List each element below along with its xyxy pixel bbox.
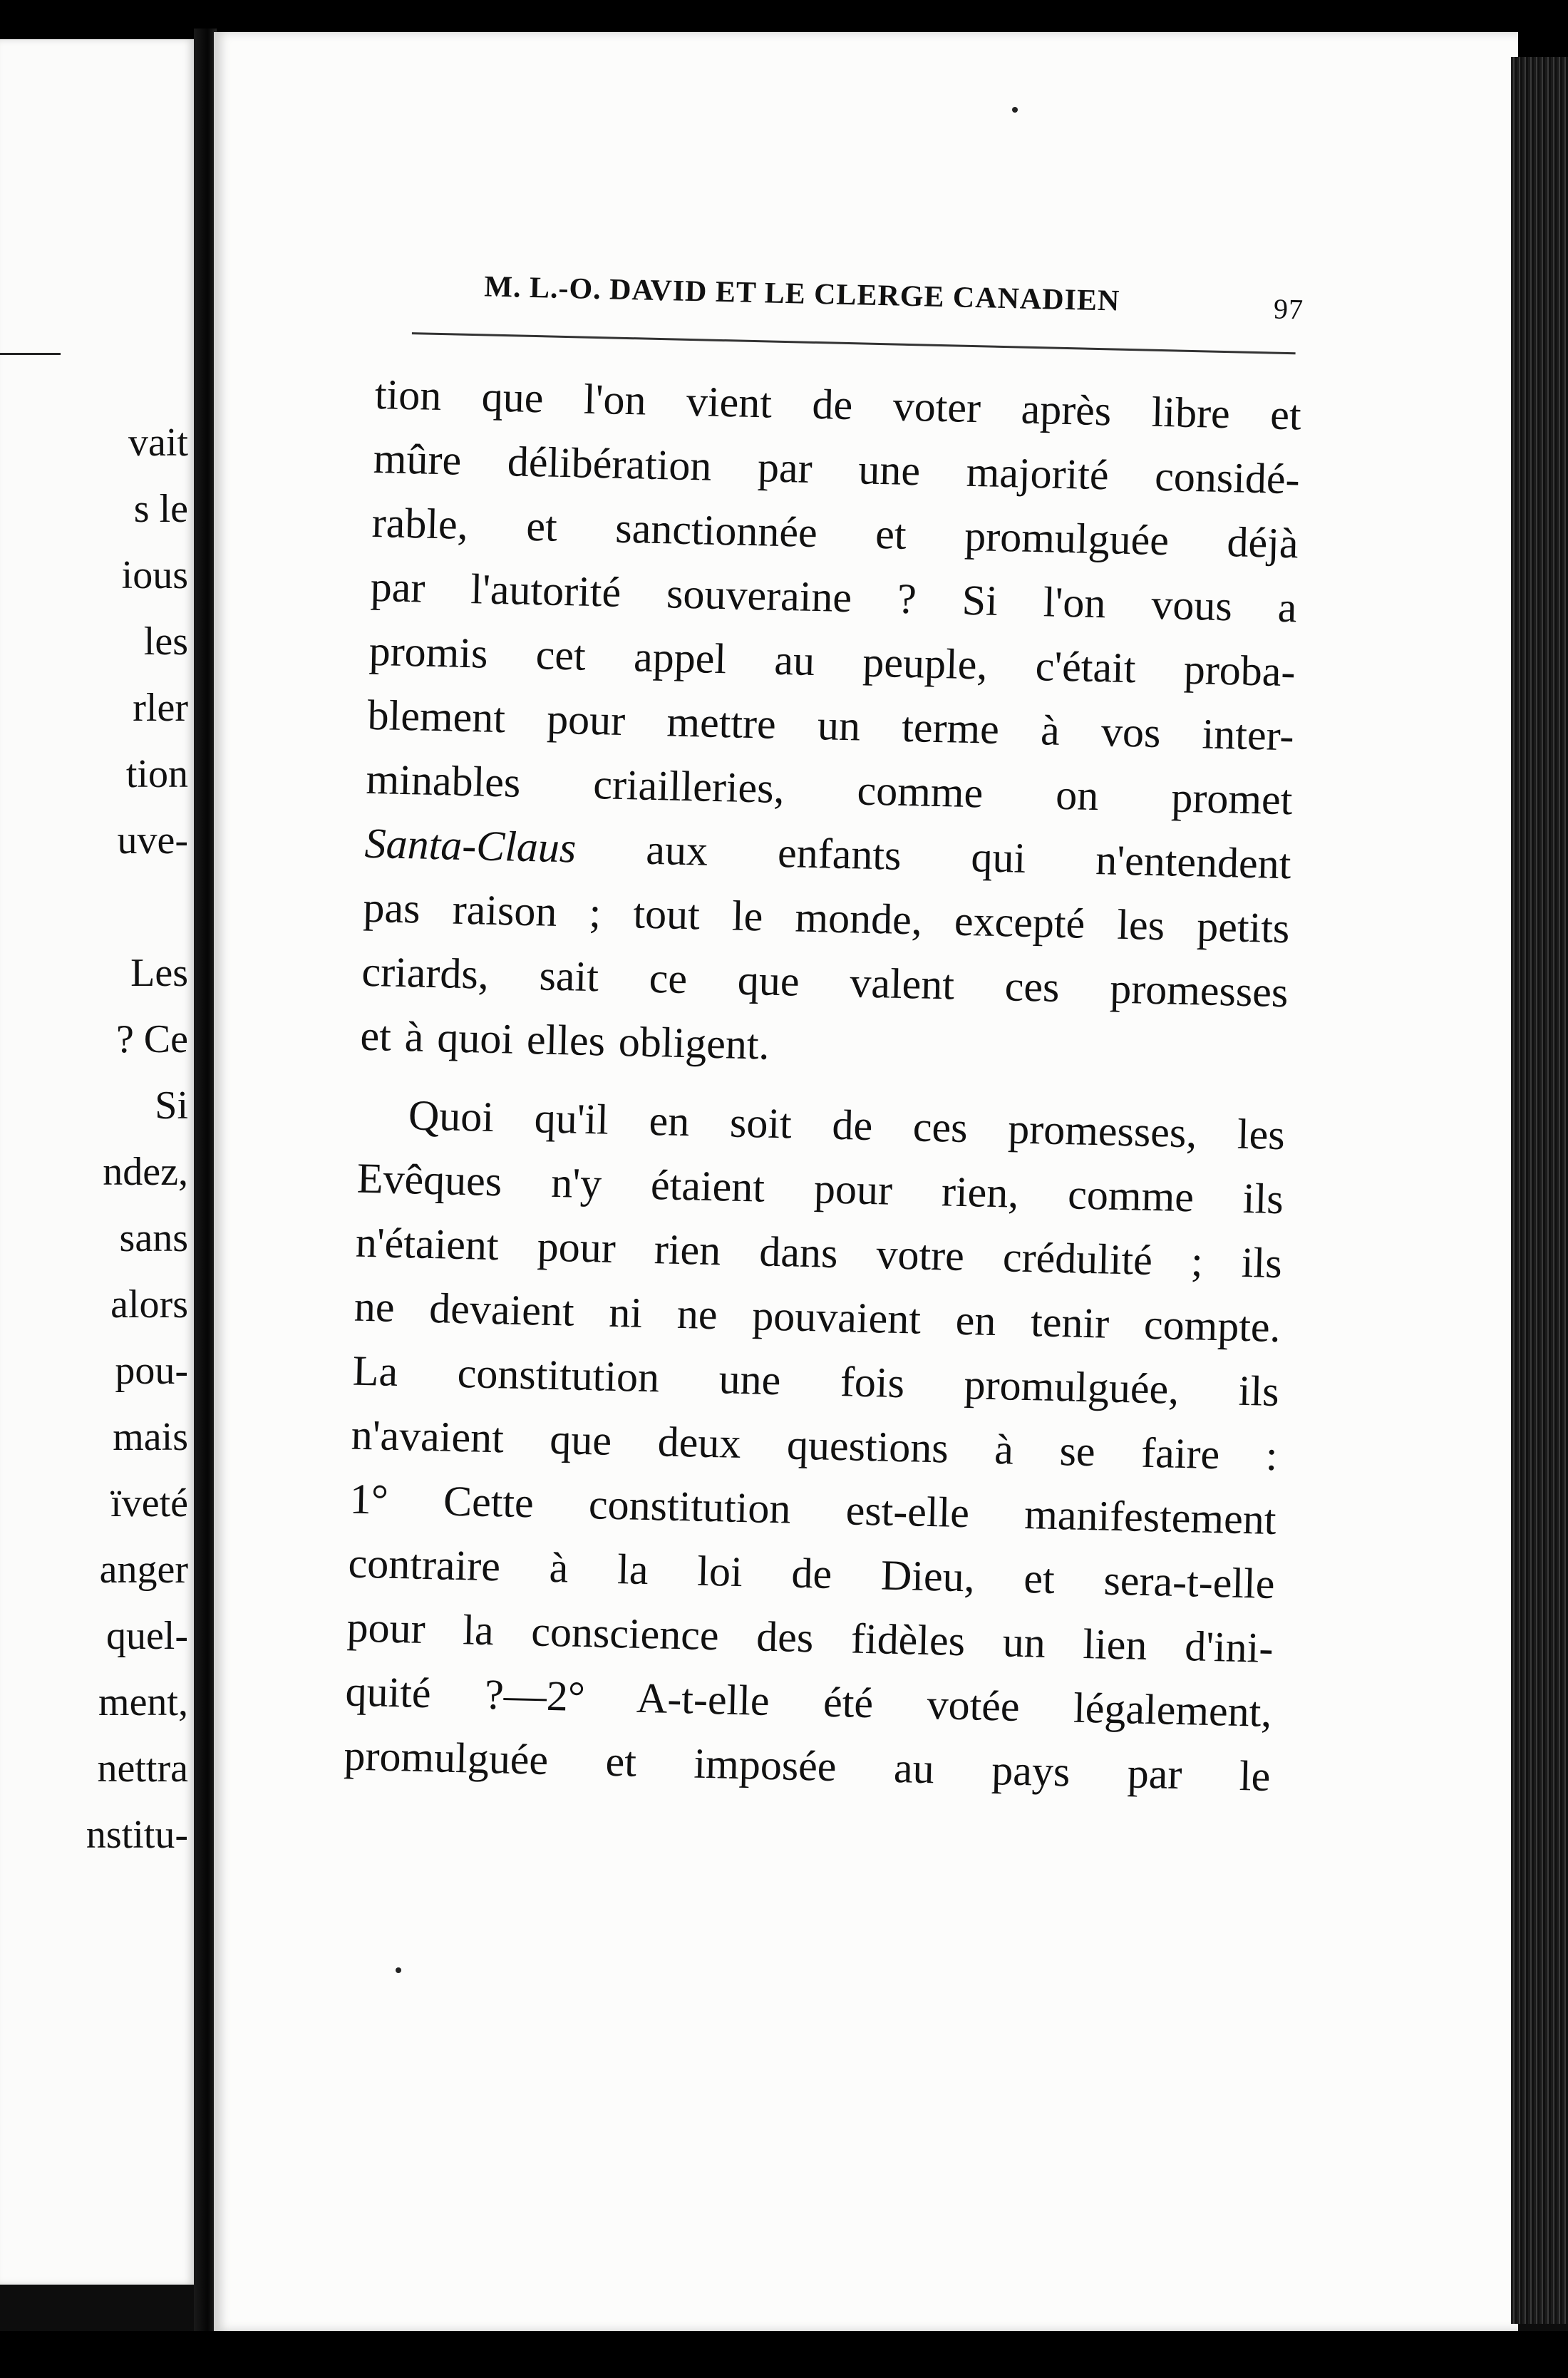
facing-line: pou- (115, 1349, 188, 1393)
facing-page-left (0, 39, 194, 2285)
facing-line: vait (128, 421, 188, 465)
text-line: n'étaient pour rien dans votre crédulité ; ils (355, 1218, 1283, 1287)
text-line: pour la conscience des fidèles un lien d'ini- (346, 1603, 1274, 1672)
text-line: et à quoi elles obligent. (359, 1012, 770, 1069)
facing-line: Les (130, 951, 188, 995)
italic-phrase: Santa-Claus (363, 819, 577, 872)
text-line: Quoi qu'il en soit de ces promesses, les (408, 1091, 1286, 1159)
page-content (344, 267, 1304, 1808)
facing-line (86, 874, 188, 940)
text-line: quité ?—2° A-t-elle été votée légalement, (344, 1667, 1273, 1736)
text-line: La constitution une fois promulguée, ils (352, 1347, 1280, 1416)
running-head-title: M. L.-O. DAVID ET LE CLERGE CANADIEN (483, 270, 1120, 318)
text-line: pas raison ; tout le monde, excepté les petits (362, 883, 1291, 952)
facing-line: sans (119, 1216, 188, 1260)
running-head (376, 267, 1304, 352)
facing-line: uve- (117, 818, 188, 863)
facing-page-text (86, 410, 188, 1868)
facing-line: quel- (105, 1614, 188, 1658)
text-line: tion que l'on vient de voter après libre et (374, 370, 1302, 439)
page-number: 97 (1273, 292, 1304, 326)
scan-speck (1012, 107, 1018, 113)
text-line: Evêques n'y étaient pour rien, comme ils (356, 1154, 1284, 1223)
facing-line: anger (99, 1548, 188, 1592)
text-line: par l'autorité souveraine ? Si l'on vous a (370, 562, 1298, 632)
text-line: n'avaient que deux questions à se faire : (351, 1411, 1279, 1480)
page-edges (1511, 57, 1568, 2324)
scan-speck (396, 1967, 401, 1973)
paragraph-2 (344, 1082, 1286, 1808)
facing-line: tion (125, 752, 188, 796)
text-line: minables criailleries, comme on promet (365, 755, 1294, 824)
facing-line: les (143, 619, 188, 664)
text-line: blement pour mettre un terme à vos inter- (367, 691, 1295, 760)
facing-line: ? Ce (115, 1017, 188, 1061)
facing-line: ïveté (110, 1481, 188, 1525)
text-line: promis cet appel au peuple, c'était proba- (368, 627, 1296, 696)
facing-line: ious (121, 553, 188, 597)
text-line: contraire à la loi de Dieu, et sera-t-elle (348, 1539, 1276, 1608)
text-line-rest: aux enfants qui n'entendent (645, 825, 1292, 888)
scan-border-bottom (0, 2331, 1568, 2378)
facing-line: alors (110, 1282, 188, 1327)
facing-page-rule (0, 353, 61, 355)
facing-line: nettra (97, 1746, 188, 1791)
facing-line: ndez, (103, 1150, 188, 1194)
page-97 (214, 32, 1518, 2331)
facing-line: ment, (98, 1680, 188, 1724)
paragraph-1 (360, 362, 1302, 1088)
text-line: ne devaient ni ne pouvaient en tenir compte. (354, 1282, 1281, 1352)
facing-line: nstitu- (86, 1813, 188, 1857)
text-line: mûre délibération par une majorité considé- (373, 434, 1301, 503)
facing-line: Si (155, 1084, 188, 1128)
text-line: criards, sait ce que valent ces promesses (361, 947, 1289, 1016)
text-line: rable, et sanctionnée et promulguée déjà (371, 498, 1299, 567)
text-line: 1° Cette constitution est-elle manifestement (349, 1475, 1277, 1544)
facing-line: s le (133, 487, 188, 531)
text-line: promulguée et imposée au pays par le (343, 1731, 1272, 1800)
facing-line: mais (113, 1415, 188, 1459)
facing-line: rler (133, 686, 188, 730)
